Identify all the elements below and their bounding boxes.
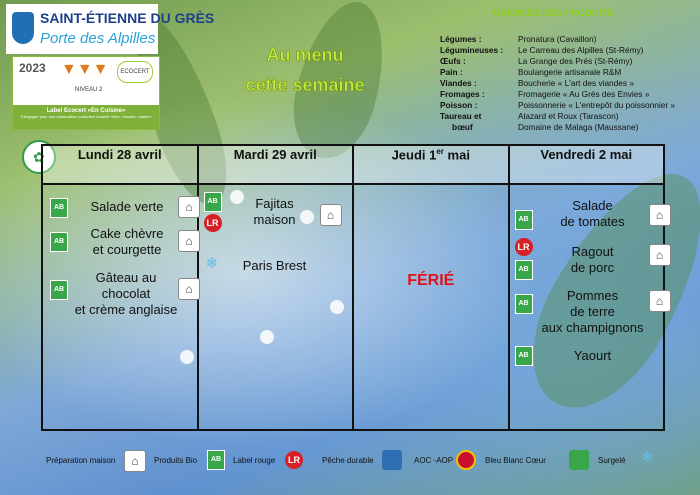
- dish-line: de terre: [570, 304, 615, 319]
- origins-key: Poisson :: [440, 100, 478, 110]
- origins-key: Pain :: [440, 67, 463, 77]
- organic-ab-icon: AB: [204, 192, 222, 212]
- organic-ab-icon: AB: [515, 210, 533, 230]
- origins-key: Fromages :: [440, 89, 485, 99]
- origins-value: La Grange des Prés (St-Rémy): [518, 56, 633, 66]
- organic-ab-icon: AB: [50, 198, 68, 218]
- origins-value: Fromagerie « Au Grès des Envies »: [518, 89, 650, 99]
- dish-line: maison: [253, 212, 296, 227]
- label-tagline: S'engager pour une restauration collective durable «bio» «locale» «saine»: [20, 114, 152, 119]
- legend-bbc-label: Bleu Blanc Cœur: [485, 456, 546, 465]
- organic-ab-icon: AB: [207, 450, 225, 470]
- bleu-blanc-coeur-icon: [569, 450, 589, 470]
- origins-value: Poissonnerie « L'entrepôt du poissonnier »: [518, 100, 676, 110]
- dish-paris-brest: Paris Brest: [242, 258, 307, 273]
- day-monday: Lundi 28 avril: [42, 145, 198, 184]
- homemade-icon: ⌂: [649, 244, 671, 266]
- origins-value: Pronatura (Cavaillon): [518, 34, 597, 44]
- day-thursday-sup: er: [436, 147, 444, 156]
- frozen-snowflake-icon: ❄: [205, 255, 219, 272]
- aoc-aop-icon: [456, 450, 476, 470]
- dish-cake-chevre: [72, 226, 182, 258]
- legend-bio-label: Produits Bio: [154, 456, 198, 465]
- table-body-row: [42, 184, 664, 430]
- organic-ab-icon: AB: [50, 232, 68, 252]
- dish-line: Gâteau au: [95, 270, 157, 285]
- legend-surgele-label: Surgelé: [598, 456, 626, 465]
- menu-title: [210, 40, 400, 100]
- carrots-icon: ▼▼▼: [61, 61, 109, 78]
- dish-ragout-porc: [541, 244, 645, 276]
- label-rouge-icon: LR: [204, 214, 222, 232]
- origins-value: Boucherie « L'art des viandes »: [518, 78, 634, 88]
- legend-aoc-label: AOC -AOP: [414, 456, 454, 465]
- origins-key: Viandes :: [440, 78, 477, 88]
- dish-line: aux champignons: [541, 320, 644, 335]
- homemade-icon: ⌂: [649, 290, 671, 312]
- dish-line: Cake chèvre: [90, 226, 164, 241]
- legend-label-rouge-label: Label rouge: [233, 456, 276, 465]
- homemade-icon: ⌂: [178, 278, 200, 300]
- organic-ab-icon: AB: [515, 346, 533, 366]
- dish-line: Pommes: [566, 288, 619, 303]
- menu-title-line1: Au menu: [266, 45, 344, 65]
- dish-salade-tomates: [541, 198, 645, 230]
- legend-homemade-label: Préparation maison: [46, 456, 116, 465]
- homemade-icon: ⌂: [178, 196, 200, 218]
- dish-salade-verte: Salade verte: [90, 199, 164, 214]
- dish-line: de porc: [570, 260, 615, 275]
- origins-title: ORIGINES DES PRODUITS: [493, 8, 614, 19]
- dish-gateau-chocolat: [64, 270, 188, 318]
- ecocert-label: [12, 56, 160, 130]
- day-thursday-suffix: mai: [443, 147, 470, 163]
- monday-cell: [42, 184, 198, 430]
- label-level: NIVEAU 2: [75, 87, 103, 93]
- day-friday: Vendredi 2 mai: [509, 145, 665, 184]
- town-subtitle: Porte des Alpilles: [40, 30, 156, 47]
- holiday-label: FÉRIÉ: [407, 272, 455, 289]
- bio-leaf-icon: ✿: [22, 140, 56, 174]
- organic-ab-icon: AB: [515, 260, 533, 280]
- label-year: 2023: [19, 61, 46, 75]
- dish-pommes-de-terre: [531, 288, 655, 336]
- thursday-cell: [353, 184, 509, 430]
- menu-title-line2: cette semaine: [245, 75, 365, 95]
- homemade-icon: ⌂: [178, 230, 200, 252]
- dish-fajitas: [230, 196, 320, 228]
- town-crest-icon: [12, 12, 34, 44]
- label-band: [13, 105, 159, 129]
- origins-value: Le Carreau des Alpilles (St-Rémy): [518, 45, 644, 55]
- sustainable-fishing-icon: [382, 450, 402, 470]
- homemade-icon: ⌂: [124, 450, 146, 472]
- organic-ab-icon: AB: [50, 280, 68, 300]
- origins-value: Alazard et Roux (Tarascon): [518, 111, 619, 121]
- dish-line: Ragout: [571, 244, 614, 259]
- origins-key: Œufs :: [440, 56, 466, 66]
- label-rouge-icon: LR: [515, 238, 533, 256]
- dish-yaourt: Yaourt: [573, 348, 612, 363]
- dish-line: Salade: [572, 198, 613, 213]
- dish-line: et courgette: [92, 242, 162, 257]
- dish-line: chocolat: [101, 286, 151, 301]
- day-tuesday: Mardi 29 avril: [198, 145, 354, 184]
- dish-line: Fajitas: [255, 196, 294, 211]
- label-name: Label Ecocert «En Cuisine»: [46, 108, 126, 114]
- day-thursday: [353, 145, 509, 184]
- legend-bar: [0, 448, 700, 474]
- label-rouge-icon: LR: [285, 451, 303, 469]
- weekly-menu-table: [41, 144, 665, 431]
- ecocert-badge: ECOCERT: [117, 61, 153, 83]
- town-logo: [6, 4, 215, 54]
- dish-line: de tomates: [560, 214, 625, 229]
- origins-key: Légumes :: [440, 34, 482, 44]
- origins-key: Taureau et: [440, 111, 482, 121]
- origins-key: bœuf: [452, 122, 473, 132]
- table-header-row: [42, 145, 664, 184]
- organic-ab-icon: AB: [515, 294, 533, 314]
- day-thursday-prefix: Jeudi 1: [391, 147, 437, 163]
- legend-peche-label: Pêche durable: [322, 456, 374, 465]
- friday-cell: [509, 184, 665, 430]
- homemade-icon: ⌂: [649, 204, 671, 226]
- origins-value: Domaine de Malaga (Maussane): [518, 122, 639, 132]
- frozen-snowflake-icon: ❄: [641, 449, 654, 466]
- origins-key: Légumineuses :: [440, 45, 504, 55]
- tuesday-cell: [198, 184, 354, 430]
- town-name: SAINT-ÉTIENNE DU GRÈS: [40, 10, 215, 26]
- origins-value: Boulangerie artisanale R&M: [518, 67, 622, 77]
- dish-line: et crème anglaise: [74, 302, 178, 317]
- homemade-icon: ⌂: [320, 204, 342, 226]
